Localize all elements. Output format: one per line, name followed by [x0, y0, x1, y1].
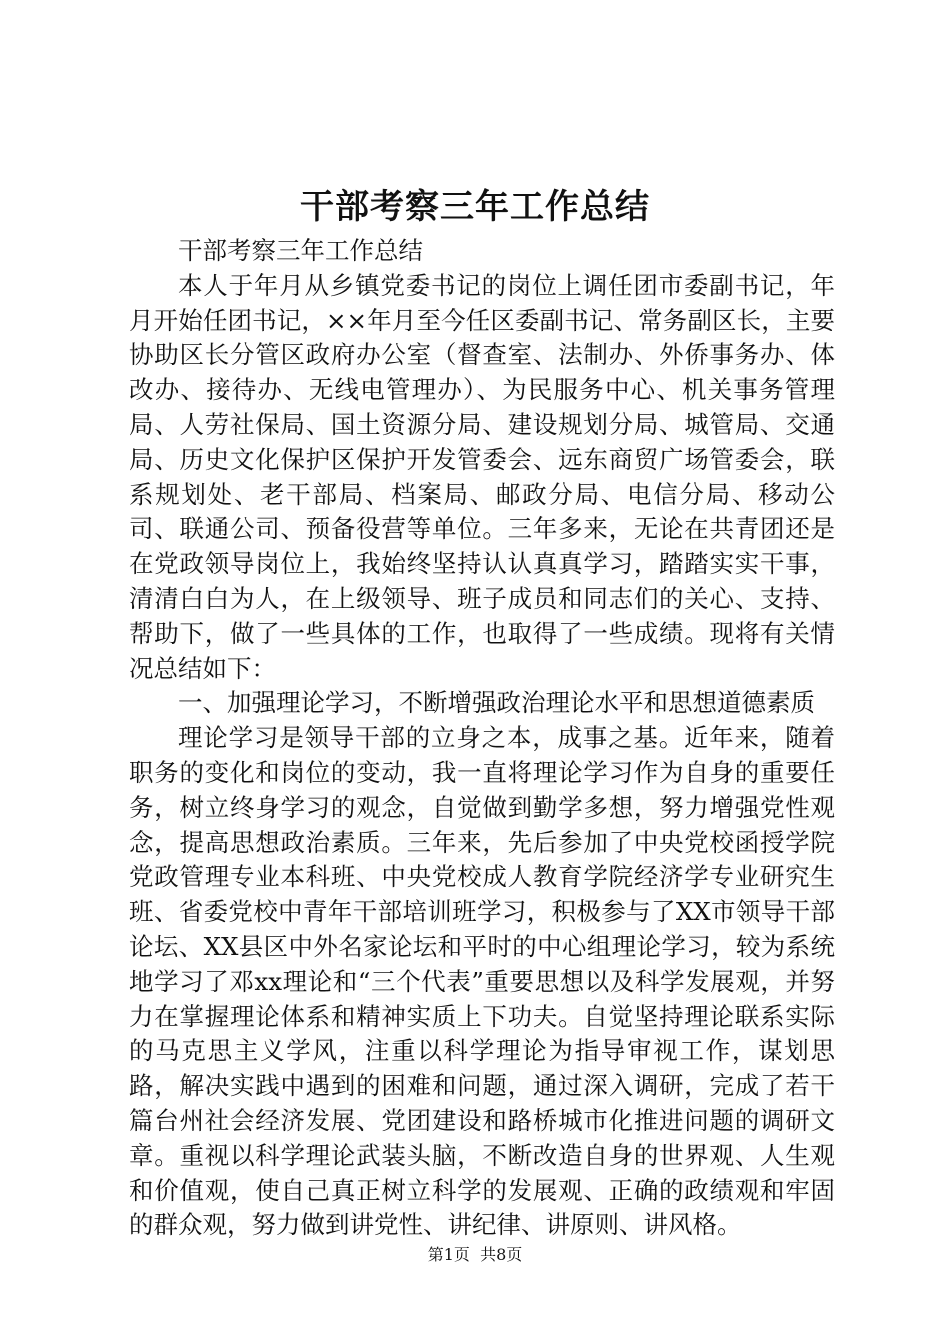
page-number: 第1页: [427, 1245, 470, 1264]
section-heading-1: 一、加强理论学习，不断增强政治理论水平和思想道德素质: [178, 688, 815, 718]
body-paragraph-theory-study: 理论学习是领导干部的立身之本，成事之基。近年来，随着职务的变化和岗位的变动，我一直将理论学习作为自身的重要任务，树立终身学习的观念，自觉做到勤学多想，努力增强党性观念，提高思想政治素质。三年来，先后参加了中央党校函授学院党政管理专业本科班、中央党校成人教育学院经济学专业研究生班、省委党校中青年干部培训班学习，积极参与了XX市领导干部论坛、XX县区中外名家论坛和平时的中心组理论学习，较为系统地学习了邓xx理论和“三个代表”重要思想以及科学发展观，并努力在掌握理论体系和精神实质上下功夫。自觉坚持理论联系实际的马克思主义学风，注重以科学理论为指导审视工作，谋划思路，解决实践中遇到的困难和问题，通过深入调研，完成了若干篇台州社会经济发展、党团建设和路桥城市化推进问题的调研文章。重视以科学理论武装头脑，不断改造自身的世界观、人生观和价值观，使自己真正树立科学的发展观、正确的政绩观和牢固的群众观，努力做到讲党性、讲纪律、讲原则、讲风格。: [129, 723, 835, 1240]
document-body: [129, 234, 835, 1243]
page-footer: [0, 1244, 950, 1266]
body-paragraph-intro: 本人于年月从乡镇党委书记的岗位上调任团市委副书记，年月开始任团书记，××年月至今任区委副书记、常务副区长，主要协助区长分管区政府办公室（督查室、法制办、外侨事务办、体改办、接待办、无线电管理办）、为民服务中心、机关事务管理局、人劳社保局、国土资源分局、建设规划分局、城管局、交通局、历史文化保护区保护开发管委会、远东商贸广场管委会，联系规划处、老干部局、档案局、邮政分局、电信分局、移动公司、联通公司、预备役营等单位。三年多来，无论在共青团还是在党政领导岗位上，我始终坚持认认真真学习，踏踏实实干事，清清白白为人，在上级领导、班子成员和同志们的关心、支持、帮助下，做了一些具体的工作，也取得了一些成绩。现将有关情况总结如下：: [129, 270, 835, 683]
page-total: 共8页: [480, 1245, 523, 1264]
document-title: 干部考察三年工作总结: [300, 187, 650, 227]
body-paragraph-subtitle: 干部考察三年工作总结: [178, 236, 423, 265]
